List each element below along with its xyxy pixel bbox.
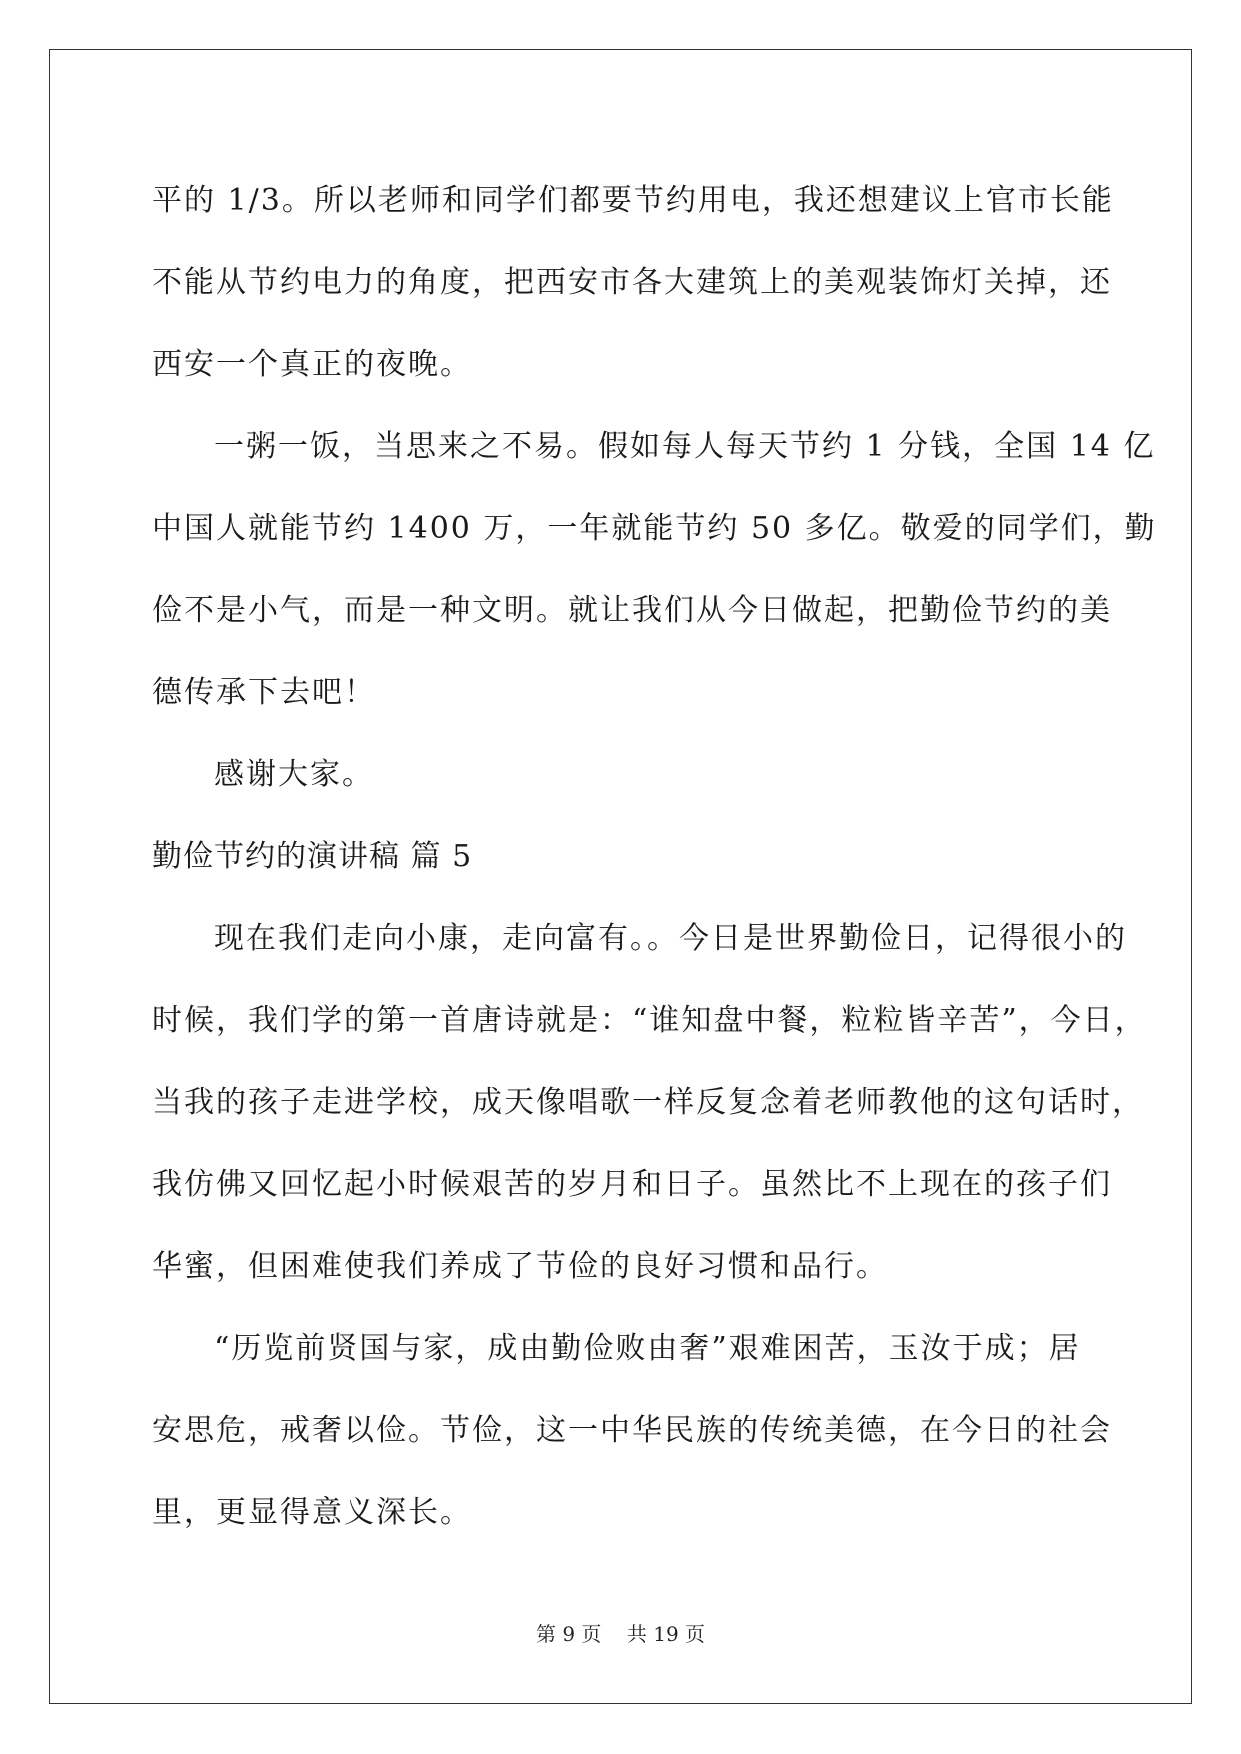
text-line: 安思危，戒奢以俭。节俭，这一中华民族的传统美德，在今日的社会 — [152, 1413, 1112, 1448]
text-line: 时候，我们学的第一首唐诗就是：“谁知盘中餐，粒粒皆辛苦”，今日， — [152, 1003, 1147, 1038]
document-body — [152, 160, 1157, 1554]
text-line: 不能从节约电力的角度，把西安市各大建筑上的美观装饰灯关掉，还 — [152, 265, 1112, 300]
page-total: 共 19 页 — [626, 1622, 706, 1646]
text-line: 俭不是小气，而是一种文明。就让我们从今日做起，把勤俭节约的美 — [152, 593, 1112, 628]
paragraph-start-line: “历览前贤国与家，成由勤俭败由奢”艰难困苦，玉汝于成；居 — [214, 1331, 1081, 1366]
text-line: 我仿佛又回忆起小时候艰苦的岁月和日子。虽然比不上现在的孩子们 — [152, 1167, 1112, 1202]
page-footer — [0, 1618, 1241, 1647]
page-number: 第 9 页 — [535, 1622, 602, 1646]
section-heading: 勤俭节约的演讲稿 篇 5 — [152, 839, 473, 874]
text-line: 华蜜，但困难使我们养成了节俭的良好习惯和品行。 — [152, 1249, 888, 1284]
text-line: 西安一个真正的夜晚。 — [152, 347, 472, 382]
text-line: 当我的孩子走进学校，成天像唱歌一样反复念着老师教他的这句话时， — [152, 1085, 1144, 1120]
footer-spacer — [601, 1622, 626, 1646]
paragraph-start-line: 一粥一饭，当思来之不易。假如每人每天节约 1 分钱，全国 14 亿 — [214, 429, 1156, 464]
text-line: 德传承下去吧！ — [152, 675, 376, 710]
paragraph-start-line: 感谢大家。 — [214, 757, 374, 792]
paragraph-start-line: 现在我们走向小康，走向富有。。今日是世界勤俭日，记得很小的 — [214, 921, 1127, 956]
text-line: 里，更显得意义深长。 — [152, 1495, 472, 1530]
text-line: 平的 1/3。所以老师和同学们都要节约用电，我还想建议上官市长能 — [152, 183, 1114, 218]
text-line: 中国人就能节约 1400 万，一年就能节约 50 多亿。敬爱的同学们，勤 — [152, 511, 1157, 546]
